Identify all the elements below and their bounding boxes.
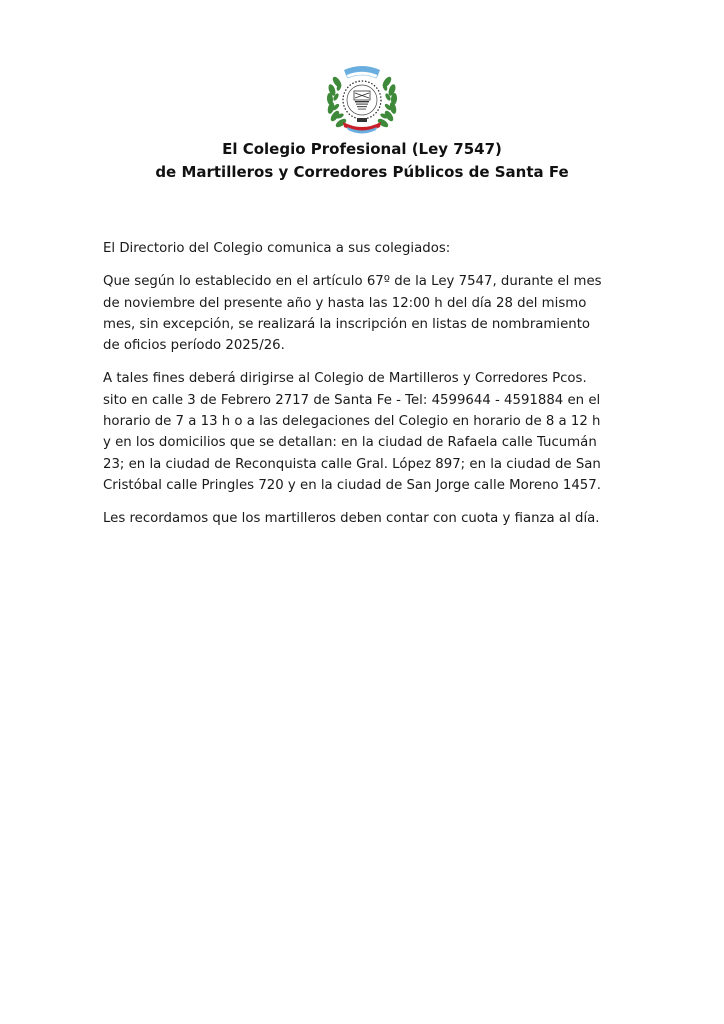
text-line: horario de 7 a 13 h o a las delegaciones del Colegio en horario de 8 a 12 h [103, 414, 601, 430]
title-line-2: de Martilleros y Corredores Públicos de Santa Fe [155, 163, 569, 181]
text-line: y en los domicilios que se detallan: en la ciudad de Rafaela calle Tucumán [103, 435, 597, 451]
text-line: Cristóbal calle Pringles 720 y en la ciudad de San Jorge calle Moreno 1457. [103, 477, 601, 493]
paragraph-reminder [103, 508, 633, 529]
text-line: Que según lo establecido en el artículo 67º de la Ley 7547, durante el mes [103, 274, 602, 290]
colegio-seal-logo [317, 60, 407, 140]
text-line: El Directorio del Colegio comunica a sus colegiados: [103, 241, 451, 256]
title-line-1: El Colegio Profesional (Ley 7547) [222, 140, 502, 158]
text-line: Les recordamos que los martilleros deben contar con cuota y fianza al día. [103, 511, 600, 527]
document-body [103, 238, 633, 542]
text-line: 23; en la ciudad de Reconquista calle Gral. López 897; en la ciudad de San [103, 456, 601, 472]
text-line: de oficios período 2025/26. [103, 338, 285, 354]
paragraph-intro [103, 238, 633, 259]
text-line: A tales fines deberá dirigirse al Colegio de Martilleros y Corredores Pcos. [103, 371, 587, 387]
document-title [0, 138, 724, 184]
paragraph-inscription [103, 271, 633, 356]
paragraph-addresses [103, 368, 633, 496]
seal-icon [317, 60, 407, 140]
text-line: sito en calle 3 de Febrero 2717 de Santa Fe - Tel: 4599644 - 4591884 en el [103, 392, 601, 408]
text-line: mes, sin excepción, se realizará la inscripción en listas de nombramiento [103, 316, 591, 332]
text-line: de noviembre del presente año y hasta las 12:00 h del día 28 del mismo [103, 295, 587, 311]
